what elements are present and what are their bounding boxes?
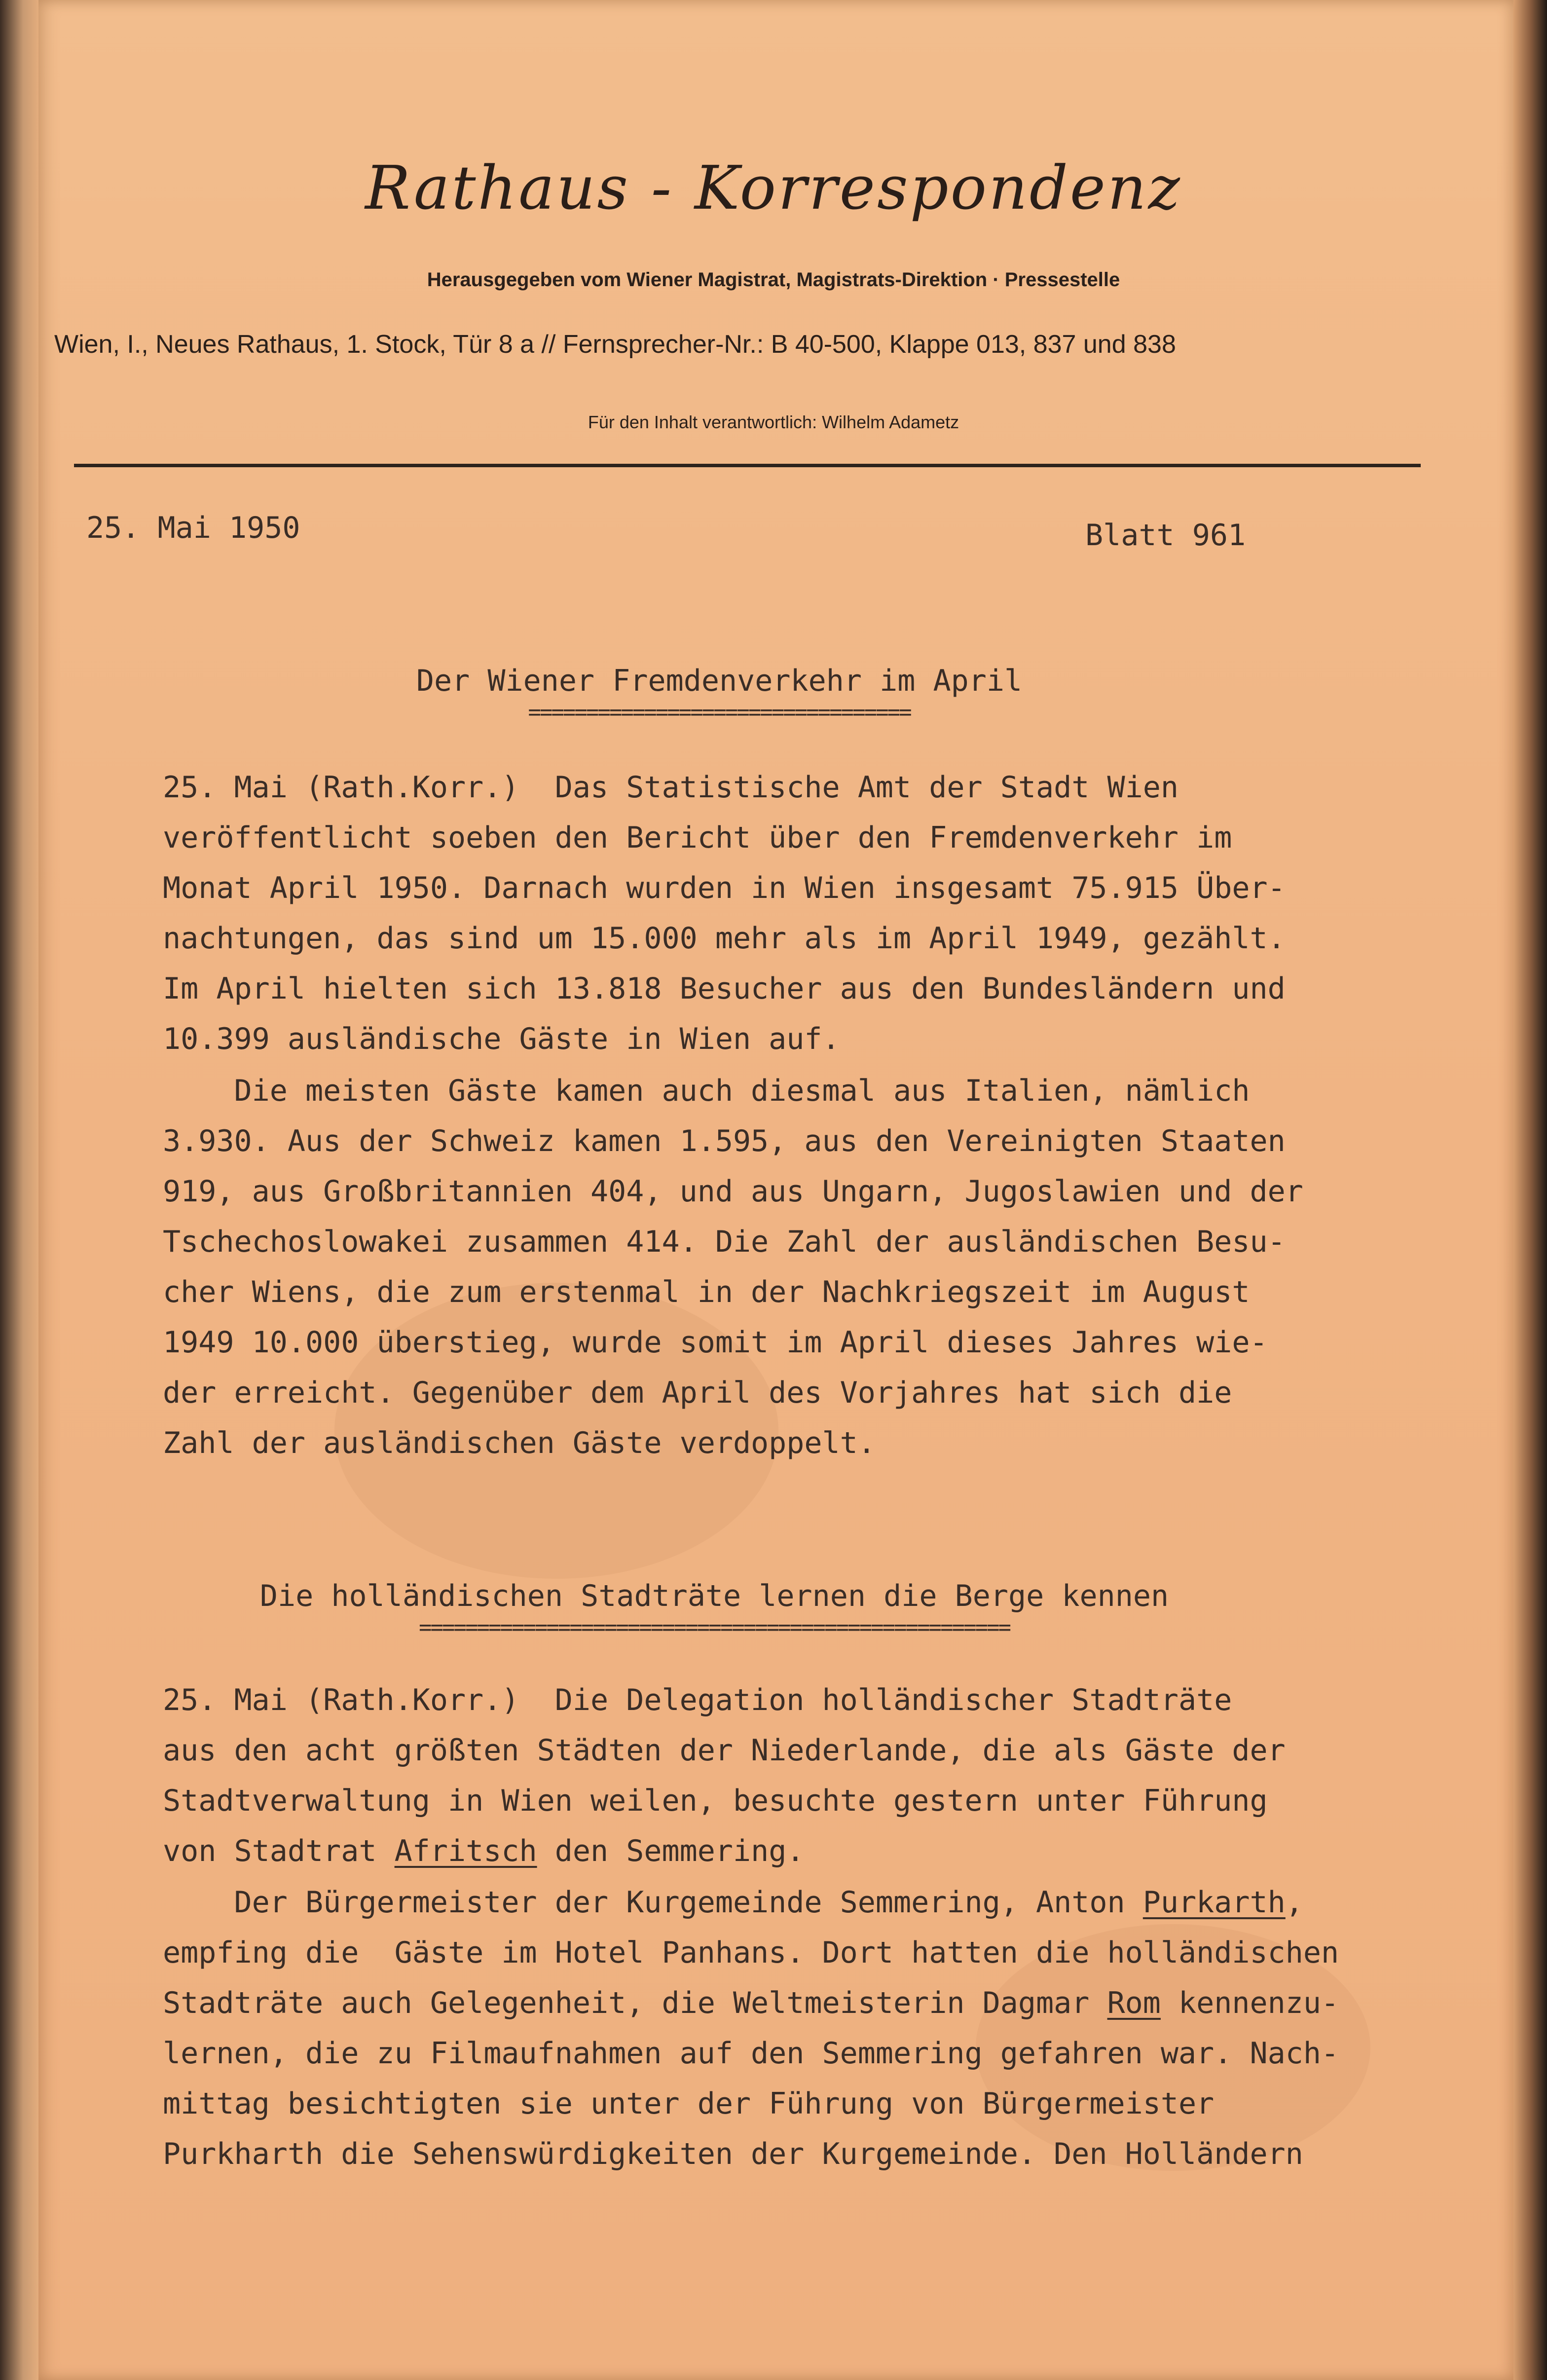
paragraph-line-suffix: ,	[1285, 1885, 1303, 1920]
masthead-address: Wien, I., Neues Rathaus, 1. Stock, Tür 8 a // Fernsprecher-Nr.: B 40-500, Klappe 013, 837 und 838	[54, 330, 1176, 359]
paragraph-line: Im April hielten sich 13.818 Besucher aus den Bundesländern und	[163, 971, 1286, 1006]
paragraph-line: Zahl der ausländischen Gäste verdoppelt.	[163, 1426, 876, 1460]
underlined-name: Afritsch	[394, 1834, 537, 1868]
binding-edge-right	[1513, 0, 1547, 2380]
paragraph-line-prefix: von Stadtrat	[163, 1834, 395, 1868]
paragraph-line: 25. Mai (Rath.Korr.) Die Delegation holländischer Stadträte	[163, 1683, 1232, 1717]
masthead-publisher: Herausgegeben vom Wiener Magistrat, Magistrats-Direktion · Pressestelle	[427, 269, 1120, 291]
paragraph-line: 3.930. Aus der Schweiz kamen 1.595, aus den Vereinigten Staaten	[163, 1124, 1286, 1158]
paragraph-line: cher Wiens, die zum erstenmal in der Nachkriegszeit im August	[163, 1275, 1250, 1309]
paragraph-line: Die meisten Gäste kamen auch diesmal aus Italien, nämlich	[163, 1074, 1250, 1108]
paragraph-line: 25. Mai (Rath.Korr.) Das Statistische Amt der Stadt Wien	[163, 770, 1179, 805]
article2-headline-underline: ===================================================	[418, 1615, 1010, 1640]
paragraph-line-prefix: Stadträte auch Gelegenheit, die Weltmeisterin Dagmar	[163, 1986, 1107, 2020]
article2-headline: Die holländischen Stadträte lernen die Berge kennen	[259, 1579, 1169, 1613]
issue-date: 25. Mai 1950	[86, 511, 300, 545]
paragraph-line: 919, aus Großbritannien 404, und aus Ungarn, Jugoslawien und der	[163, 1174, 1303, 1209]
paragraph-line: Purkharth die Sehenswürdigkeiten der Kurgemeinde. Den Holländern	[163, 2137, 1303, 2171]
article1-paragraph-1	[163, 762, 1396, 1064]
masthead-rule	[74, 464, 1421, 467]
paragraph-line-suffix: kennenzu-	[1160, 1986, 1339, 2020]
paragraph-line: aus den acht größten Städten der Niederlande, die als Gäste der	[163, 1733, 1286, 1768]
binding-edge-left	[0, 0, 38, 2380]
paragraph-line-suffix: den Semmering.	[537, 1834, 805, 1868]
article1-headline-underline: =================================	[528, 700, 911, 725]
article2-paragraph-2	[163, 1877, 1396, 2179]
masthead-responsible: Für den Inhalt verantwortlich: Wilhelm Adametz	[588, 412, 959, 432]
paragraph-line: 1949 10.000 überstieg, wurde somit im April dieses Jahres wie-	[163, 1325, 1268, 1360]
underlined-name: Rom	[1107, 1986, 1161, 2020]
paragraph-line: veröffentlicht soeben den Bericht über den Fremdenverkehr im	[163, 820, 1232, 855]
paragraph-line: lernen, die zu Filmaufnahmen auf den Semmering gefahren war. Nach-	[163, 2036, 1339, 2071]
paragraph-line: der erreicht. Gegenüber dem April des Vorjahres hat sich die	[163, 1376, 1232, 1410]
paragraph-line: nachtungen, das sind um 15.000 mehr als im April 1949, gezählt.	[163, 921, 1286, 956]
paragraph-line: Tschechoslowakei zusammen 414. Die Zahl der ausländischen Besu-	[163, 1225, 1286, 1259]
paragraph-line: Stadtverwaltung in Wien weilen, besuchte gestern unter Führung	[163, 1784, 1268, 1818]
paragraph-line: Monat April 1950. Darnach wurden in Wien insgesamt 75.915 Über-	[163, 871, 1286, 905]
article2-paragraph-1	[163, 1675, 1396, 1876]
paragraph-line: mittag besichtigten sie unter der Führung von Bürgermeister	[163, 2086, 1215, 2121]
underlined-name: Purkarth	[1142, 1885, 1286, 1920]
masthead-title: Rathaus - Korrespondenz	[365, 153, 1182, 223]
article1-headline: Der Wiener Fremdenverkehr im April	[416, 664, 1023, 698]
article1-paragraph-2	[163, 1066, 1396, 1468]
paragraph-line: empfing die Gäste im Hotel Panhans. Dort hatten die holländischen	[163, 1935, 1339, 1970]
paragraph-line-prefix: Der Bürgermeister der Kurgemeinde Semmering, Anton	[163, 1885, 1143, 1920]
sheet-number: Blatt 961	[1085, 518, 1246, 553]
paragraph-line: 10.399 ausländische Gäste in Wien auf.	[163, 1022, 840, 1056]
